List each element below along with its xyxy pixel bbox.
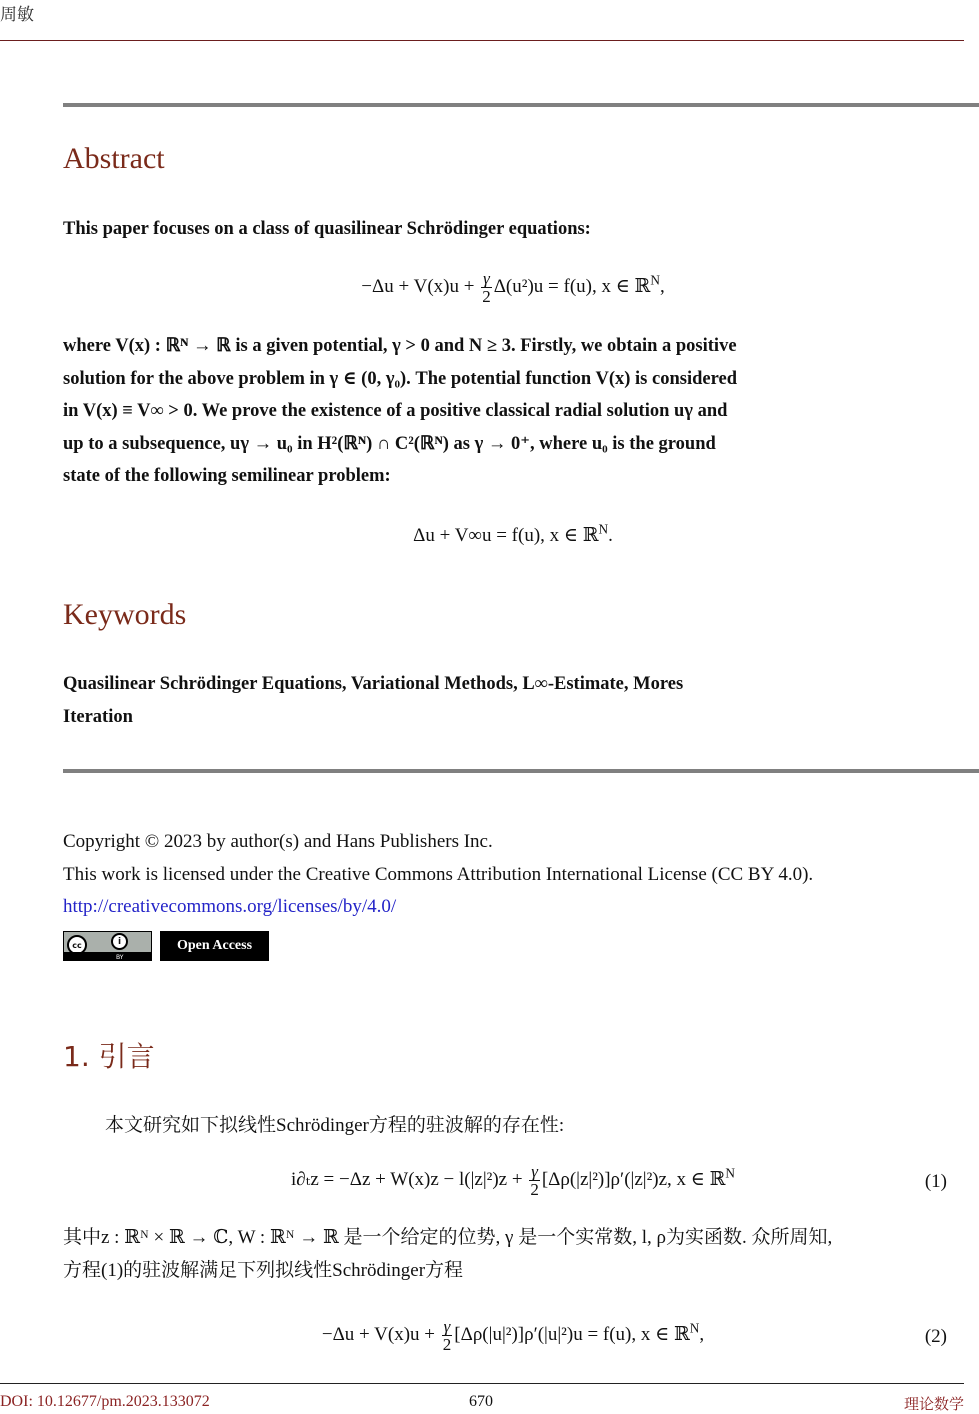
keywords-title: Keywords	[63, 598, 187, 631]
eq-tail: .	[608, 525, 613, 546]
fraction-numerator: γ	[483, 269, 490, 288]
eq-tail: ,	[699, 1323, 705, 1345]
eq-part: [Δρ(|u|²)]ρ′(|u|²)u = f(u), x ∈ ℝ	[454, 1323, 690, 1345]
fraction-denominator: 2	[482, 287, 491, 306]
badge-bottom-strip	[64, 952, 151, 960]
eq-part: Δu + V∞u = f(u), x ∈ ℝ	[413, 525, 599, 546]
abstract-equation-main	[63, 270, 963, 305]
abstract-line: in V(x) ≡ V∞ > 0. We prove the existence of a positive classical radial solution uγ and	[63, 401, 728, 421]
keywords-line: Quasilinear Schrödinger Equations, Variational Methods, L∞-Estimate, Mores	[63, 674, 684, 694]
attribution-icon: i	[111, 933, 128, 950]
cc-by-badge[interactable]	[63, 931, 152, 961]
eq-superscript: N	[650, 272, 660, 288]
introduction-para1: 本文研究如下拟线性Schrödinger方程的驻波解的存在性:	[105, 1115, 565, 1136]
para-line: 其中z : ℝᴺ × ℝ → ℂ, W : ℝᴺ → ℝ 是一个给定的位势, γ 是一个实常数, l, ρ为实函数. 众所周知,	[63, 1227, 833, 1248]
keywords-list	[63, 668, 963, 733]
by-label: BY	[116, 954, 124, 961]
equation-2	[63, 1318, 963, 1353]
copyright-line: Copyright © 2023 by author(s) and Hans Publishers Inc.	[63, 831, 493, 852]
abstract-line: up to a subsequence, uγ → u₀ in H²(ℝᴺ) ∩ C²(ℝᴺ) as γ → 0⁺, where u₀ is the ground	[63, 433, 716, 454]
license-url-link[interactable]: http://creativecommons.org/licenses/by/4.0/	[63, 896, 397, 917]
introduction-para2	[63, 1222, 963, 1287]
eq-superscript: N	[598, 521, 609, 537]
abstract-title: Abstract	[63, 142, 165, 175]
fraction-numerator: γ	[531, 1162, 538, 1181]
fraction	[441, 1318, 454, 1353]
abstract-equation-semilinear	[63, 521, 963, 547]
eq-tail: ,	[659, 275, 665, 297]
fraction-denominator: 2	[530, 1180, 539, 1199]
abstract-body	[63, 330, 963, 493]
eq-part: Δ(u²)u = f(u), x ∈ ℝ	[493, 275, 651, 297]
keywords-line: Iteration	[63, 706, 133, 727]
footer-doi: DOI: 10.12677/pm.2023.133072	[0, 1393, 210, 1410]
equation-number: (2)	[924, 1326, 947, 1347]
abstract-intro: This paper focuses on a class of quasilinear Schrödinger equations:	[63, 219, 591, 239]
abstract-bottom-rule	[63, 769, 979, 773]
eq-superscript: N	[689, 1320, 700, 1336]
eq-part: −Δu + V(x)u +	[361, 275, 480, 297]
para-line: 方程(1)的驻波解满足下列拟线性Schrödinger方程	[63, 1259, 464, 1281]
cc-icon: cc	[67, 935, 87, 955]
abstract-top-rule	[63, 103, 979, 107]
running-head-author: 周敏	[0, 5, 34, 25]
open-access-badge[interactable]: Open Access	[160, 931, 269, 961]
abstract-line: state of the following semilinear problem:	[63, 466, 391, 486]
fraction-denominator: 2	[442, 1335, 452, 1354]
eq-part: [Δρ(|z|²)]ρ′(|z|²)z, x ∈ ℝ	[541, 1168, 726, 1190]
license-block	[63, 826, 963, 924]
footer-journal: 理论数学	[903, 1395, 964, 1413]
abstract-line: where V(x) : ℝᴺ → ℝ is a given potential, γ > 0 and N ≥ 3. Firstly, we obtain a positive	[63, 336, 737, 356]
footer-page-number: 670	[469, 1393, 493, 1410]
license-statement: This work is licensed under the Creative Commons Attribution International License (CC BY 4.0).	[63, 863, 814, 885]
fraction	[528, 1163, 541, 1198]
eq-superscript: N	[725, 1165, 735, 1181]
eq-part: −Δu + V(x)u +	[321, 1323, 440, 1345]
eq-part: i∂ₜz = −Δz + W(x)z − l(|z|²)z +	[291, 1168, 528, 1190]
footer-rule	[0, 1383, 964, 1384]
introduction-title: 1. 引言	[63, 1040, 155, 1073]
equation-number: (1)	[924, 1171, 947, 1192]
fraction	[480, 270, 493, 305]
abstract-line: solution for the above problem in γ ∈ (0, γ₀). The potential function V(x) is considered	[63, 368, 737, 389]
equation-1	[63, 1163, 963, 1198]
header-rule	[0, 40, 964, 41]
fraction-numerator: γ	[443, 1317, 451, 1336]
